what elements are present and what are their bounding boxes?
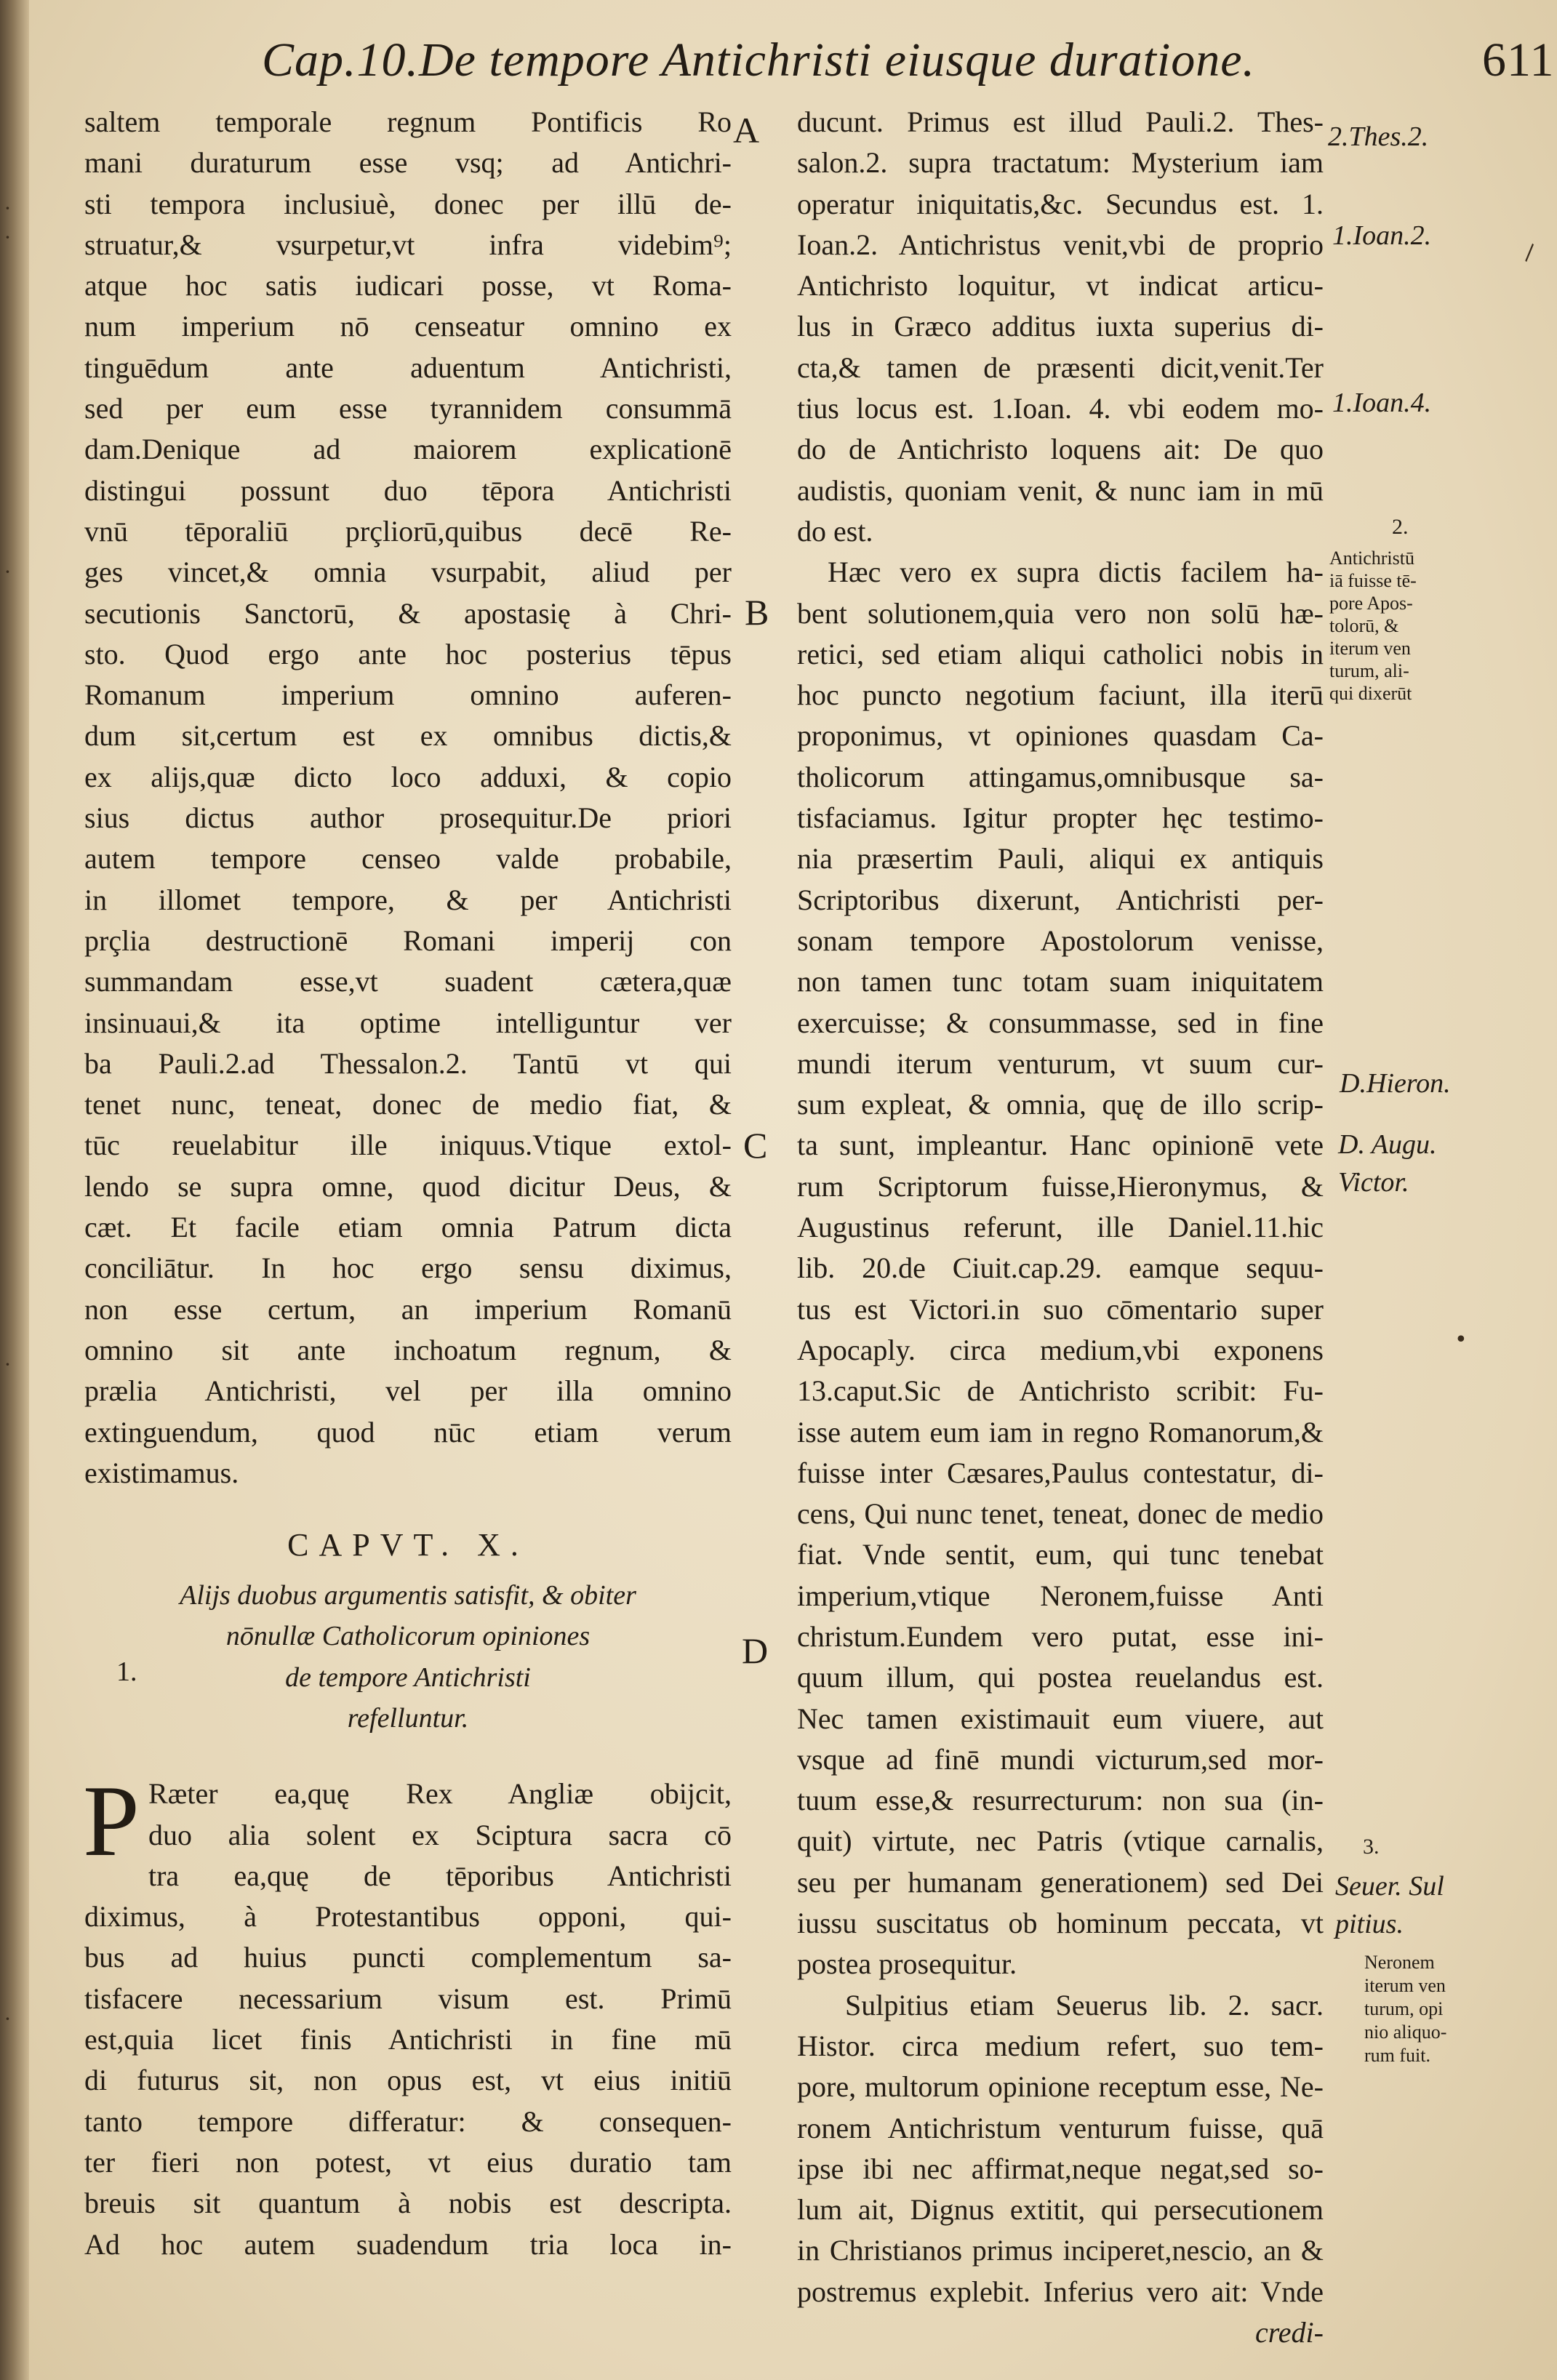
- text-line: saltem temporale regnum Pontificis Ro: [84, 105, 732, 138]
- text-line: tūc reuelabitur ille iniquus.Vtique extol-: [84, 1129, 732, 1162]
- text-line: Scriptoribus dixerunt, Antichristi per-: [797, 883, 1324, 916]
- text-line: in illomet tempore, & per Antichristi: [84, 883, 732, 916]
- margin-note-reference: [1335, 1867, 1444, 1943]
- text-line: num imperium nō censeatur omnino ex: [84, 310, 732, 343]
- right-column-paragraph: [797, 552, 1324, 1984]
- margin-note-number: 3.: [1363, 1835, 1380, 1859]
- page-number: 611: [1482, 33, 1555, 87]
- text-line: atque hoc satis iudicari posse, vt Roma-: [84, 269, 732, 302]
- text-line: mani duraturum esse vsq; ad Antichri-: [84, 146, 732, 180]
- text-line: christum.Eundem vero putat, esse ini-: [797, 1619, 1324, 1653]
- text-line: cta,& tamen de præsenti dicit,venit.Ter: [797, 350, 1324, 384]
- binding-gutter: [0, 0, 29, 2380]
- text-line: dam.Denique ad maiorem explicationē: [84, 433, 732, 466]
- margin-note-gloss: [1364, 1951, 1446, 2067]
- margin-note-number: 2.: [1392, 515, 1409, 539]
- running-head-title: Cap.10.De tempore Antichristi eiusque duratione.: [262, 33, 1256, 87]
- text-line: fiat. Vnde sentit, eum, qui tunc tenebat: [797, 1538, 1324, 1571]
- text-line: de tempore Antichristi: [285, 1662, 531, 1693]
- margin-note-line: nio aliquo-: [1364, 2022, 1447, 2043]
- right-column-paragraph: [797, 1985, 1324, 2312]
- margin-note-reference: 1.Ioan.4.: [1332, 388, 1432, 418]
- margin-note-line: iā fuisse tē-: [1329, 570, 1417, 591]
- gutter-speck: ·: [4, 225, 11, 249]
- text-line: existimamus.: [84, 1456, 239, 1489]
- text-line: breuis sit quantum à nobis est descripta.: [84, 2187, 732, 2220]
- text-line: nia præsertim Pauli, aliqui ex antiquis: [797, 842, 1324, 876]
- text-line: mundi iterum venturum, vt suum cur-: [797, 1046, 1324, 1080]
- ink-speck: •: [1454, 1327, 1468, 1353]
- section-letter-b: B: [745, 592, 769, 633]
- text-line: tius locus est. 1.Ioan. 4. vbi eodem mo-: [797, 392, 1324, 425]
- margin-note-reference: D.Hieron.: [1340, 1068, 1451, 1099]
- chapter-heading: CAPVT. X.: [287, 1527, 529, 1563]
- catchword: credi-: [1254, 2316, 1324, 2349]
- text-line: ronem Antichristum venturum fuisse, quā: [797, 2111, 1324, 2144]
- margin-note-line: Antichristū: [1329, 548, 1414, 569]
- text-line: lum ait, Dignus extitit, qui persecutionem: [797, 2193, 1324, 2227]
- text-line: diximus, à Protestantibus opponi, qui-: [84, 1900, 732, 1934]
- text-line: tanto tempore differatur: & consequen-: [84, 2104, 732, 2138]
- text-line: lendo se supra omne, quod dicitur Deus, &: [84, 1169, 732, 1203]
- text-line: vsque ad finē mundi victurum,sed mor-: [797, 1742, 1324, 1776]
- margin-note-reference: 1.Ioan.2.: [1332, 220, 1432, 251]
- margin-note-reference: 2.Thes.2.: [1328, 121, 1429, 152]
- text-line: est,quia licet finis Antichristi in fine mū: [84, 2023, 732, 2056]
- text-line: Sulpitius etiam Seuerus lib. 2. sacr.: [845, 1988, 1324, 2022]
- drop-cap: P: [83, 1765, 140, 1878]
- text-line: secutionis Sanctorū, & apostasię à Chri-: [84, 596, 732, 630]
- gutter-speck: ·: [4, 196, 11, 220]
- margin-note-reference: [1338, 1126, 1436, 1201]
- margin-note-line: Neronem: [1364, 1952, 1435, 1973]
- spacer: [84, 1739, 732, 1774]
- margin-note-line: pore Apos-: [1329, 593, 1413, 614]
- margin-note-line: iterum ven: [1364, 1975, 1446, 1996]
- text-line: isse autem eum iam in regno Romanorum,&: [797, 1415, 1324, 1449]
- left-column-paragraph: [84, 102, 732, 1494]
- margin-note-line: rum fuit.: [1364, 2045, 1430, 2066]
- text-line: iussu suscitatus ob hominum peccata, vt: [797, 1907, 1324, 1940]
- spacer: [84, 1494, 732, 1515]
- margin-number: 1.: [116, 1656, 137, 1687]
- text-line: sum expleat, & omnia, quę de illo scrip-: [797, 1088, 1324, 1121]
- text-line: nōnullæ Catholicorum opiniones: [225, 1621, 591, 1652]
- text-line: rum Scriptorum fuisse,Hieronymus, &: [797, 1169, 1324, 1203]
- text-line: postremus explebit. Inferius vero ait: Vnde: [797, 2275, 1324, 2308]
- text-line: prçlia destructionē Romani imperij con: [84, 923, 732, 957]
- text-line: sonam tempore Apostolorum venisse,: [797, 923, 1324, 957]
- ink-speck: \: [1518, 240, 1541, 265]
- text-line: tisfacere necessarium visum est. Primū: [84, 1982, 732, 2015]
- text-line: extinguendum, quod nūc etiam verum: [84, 1415, 732, 1449]
- text-line: sius dictus author prosequitur.De priori: [84, 801, 732, 835]
- text-line: struatur,& vsurpetur,vt infra videbim⁹;: [84, 228, 732, 261]
- text-line: bus ad huius puncti complementum sa-: [84, 1941, 732, 1974]
- text-line: Ad hoc autem suadendum tria loca in-: [84, 2227, 732, 2261]
- right-column: [797, 102, 1324, 2353]
- margin-note-line: qui dixerūt: [1329, 683, 1412, 704]
- text-line: imperium,vtique Neronem,fuisse Anti: [797, 1579, 1324, 1612]
- text-line: proponimus, vt opiniones quasdam Ca-: [797, 719, 1324, 753]
- gutter-speck: ·: [4, 560, 11, 584]
- text-line: omnino sit ante inchoatum regnum, &: [84, 1333, 732, 1366]
- left-column-paragraph: [83, 1765, 732, 2265]
- margin-note-line: turum, ali-: [1329, 660, 1409, 681]
- text-line: sto. Quod ergo ante hoc posterius tēpus: [84, 637, 732, 670]
- text-line: seu per humanam generationem) sed Dei: [797, 1865, 1324, 1899]
- text-line: tuum esse,& resurrecturum: non sua (in-: [797, 1784, 1324, 1817]
- right-column-paragraph: [797, 102, 1324, 552]
- text-line: duo alia solent ex Sciptura sacra cō: [148, 1818, 732, 1851]
- text-line: lib. 20.de Ciuit.cap.29. eamque sequu-: [797, 1251, 1324, 1285]
- gutter-speck: ·: [4, 2007, 11, 2031]
- text-line: retici, sed etiam aliqui catholici nobis in: [797, 637, 1324, 670]
- text-line: non esse certum, an imperium Romanū: [84, 1292, 732, 1326]
- text-line: 13.caput.Sic de Antichristo scribit: Fu-: [797, 1374, 1324, 1408]
- text-line: di futurus sit, non opus est, vt eius initiū: [84, 2064, 732, 2097]
- text-line: audistis, quoniam venit, & nunc iam in mū: [797, 473, 1324, 507]
- text-line: lus in Græco additus iuxta superius di-: [797, 310, 1324, 343]
- text-line: tholicorum attingamus,omnibusque sa-: [797, 760, 1324, 793]
- margin-note-gloss: [1329, 547, 1417, 705]
- section-letter-a: A: [733, 110, 760, 151]
- text-line: tenet nunc, teneat, donec de medio fiat, &: [84, 1088, 732, 1121]
- text-line: fuisse inter Cæsares,Paulus contestatur, di-: [797, 1456, 1324, 1489]
- text-line: summandam esse,vt suadent cætera,quæ: [84, 965, 732, 998]
- text-line: ex alijs,quæ dicto loco adduxi, & copio: [84, 760, 732, 793]
- text-line: vnū tēporaliū prçliorū,quibus decē Re-: [84, 514, 732, 548]
- text-line: tisfaciamus. Igitur propter hęc testimo-: [797, 801, 1324, 835]
- text-line: Hæc vero ex supra dictis facilem ha-: [828, 556, 1324, 589]
- chapter-summary: [84, 1575, 732, 1739]
- text-line: ba Pauli.2.ad Thessalon.2. Tantū vt qui: [84, 1046, 732, 1080]
- running-head: [262, 28, 1555, 93]
- chapter-opening: [83, 1765, 732, 2265]
- text-line: do est.: [797, 514, 873, 548]
- text-line: ipse ibi nec affirmat,neque negat,sed so-: [797, 2152, 1324, 2185]
- text-line: sed per eum esse tyrannidem consummā: [84, 392, 732, 425]
- text-line: Romanum imperium omnino auferen-: [84, 678, 732, 712]
- text-line: tra ea,quę de tēporibus Antichristi: [148, 1859, 732, 1892]
- text-line: ta sunt, impleantur. Hanc opinionē vete: [797, 1129, 1324, 1162]
- text-line: quum illum, qui postea reuelandus est.: [797, 1661, 1324, 1694]
- text-line: cens, Qui nunc tenet, teneat, donec de medio: [797, 1497, 1324, 1531]
- margin-note-line: Victor.: [1338, 1167, 1409, 1198]
- text-line: Ioan.2. Antichristus venit,vbi de proprio: [797, 228, 1324, 261]
- text-line: distingui possunt duo tēpora Antichristi: [84, 473, 732, 507]
- text-line: Antichristo loquitur, vt indicat articu-: [797, 269, 1324, 302]
- text-line: non tamen tunc totam suam iniquitatem: [797, 965, 1324, 998]
- text-line: ducunt. Primus est illud Pauli.2. Thes-: [797, 105, 1324, 138]
- text-line: do de Antichristo loquens ait: De quo: [797, 433, 1324, 466]
- text-line: Apocaply. circa medium,vbi exponens: [797, 1333, 1324, 1366]
- text-line: Ræter ea,quę Rex Angliæ obijcit,: [148, 1777, 732, 1811]
- section-letter-c: C: [743, 1125, 768, 1166]
- text-line: cæt. Et facile etiam omnia Patrum dicta: [84, 1211, 732, 1244]
- text-line: dum sit,certum est ex omnibus dictis,&: [84, 719, 732, 753]
- text-line: ges vincet,& omnia vsurpabit, aliud per: [84, 556, 732, 589]
- text-line: ter fieri non potest, vt eius duratio tam: [84, 2145, 732, 2179]
- text-line: quit) virtute, nec Patris (vtique carnalis,: [797, 1824, 1324, 1858]
- text-line: tus est Victori.in suo cōmentario super: [797, 1292, 1324, 1326]
- gutter-speck: ·: [4, 1353, 11, 1377]
- margin-note-line: iterum ven: [1329, 638, 1411, 659]
- text-line: pore, multorum opinione receptum esse, Ne-: [797, 2070, 1324, 2104]
- text-line: refelluntur.: [347, 1702, 469, 1734]
- text-line: prælia Antichristi, vel per illa omnino: [84, 1374, 732, 1408]
- margin-note-line: D. Augu.: [1338, 1129, 1437, 1160]
- text-line: in Christianos primus inciperet,nescio, an &: [797, 2234, 1324, 2267]
- text-line: Histor. circa medium refert, suo tem-: [797, 2029, 1324, 2062]
- text-line: conciliātur. In hoc ergo sensu diximus,: [84, 1251, 732, 1285]
- text-line: Augustinus referunt, ille Daniel.11.hic: [797, 1211, 1324, 1244]
- text-line: bent solutionem,quia vero non solū hæ-: [797, 596, 1324, 630]
- text-line: Alijs duobus argumentis satisfit, & obiter: [180, 1580, 636, 1611]
- margin-note-line: pitius.: [1335, 1909, 1404, 1939]
- margin-note-line: Seuer. Sul: [1335, 1871, 1444, 1902]
- text-line: salon.2. supra tractatum: Mysterium iam: [797, 146, 1324, 180]
- text-line: insinuaui,& ita optime intelliguntur ver: [84, 1006, 732, 1039]
- text-line: hoc puncto negotium faciunt, illa iterū: [797, 678, 1324, 712]
- text-line: operatur iniquitatis,&c. Secundus est. 1.: [797, 187, 1324, 220]
- section-letter-d: D: [742, 1630, 769, 1671]
- text-line: autem tempore censeo valde probabile,: [84, 842, 732, 876]
- text-line: tinguēdum ante aduentum Antichristi,: [84, 350, 732, 384]
- margin-note-line: turum, opi: [1364, 1998, 1444, 2019]
- text-line: postea prosequitur.: [797, 1947, 1017, 1981]
- text-line: sti tempora inclusiuè, donec per illū de-: [84, 187, 732, 220]
- text-line: exercuisse; & consummasse, sed in fine: [797, 1006, 1324, 1039]
- text-line: Nec tamen existimauit eum viuere, aut: [797, 1702, 1324, 1735]
- left-column: [84, 102, 732, 2265]
- margin-note-line: tolorū, &: [1329, 615, 1399, 636]
